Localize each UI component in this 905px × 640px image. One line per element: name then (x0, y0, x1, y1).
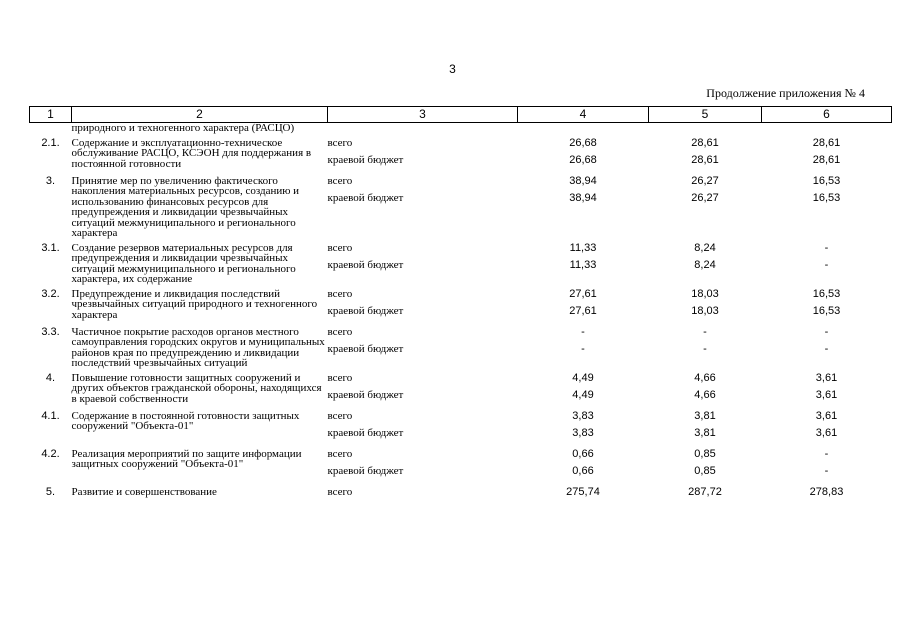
funding-source: краевой бюджет (327, 388, 404, 401)
funding-source: всего (327, 174, 353, 187)
amount-value: 0,85 (694, 447, 716, 460)
amount-value: 0,66 (572, 464, 594, 477)
funding-source: краевой бюджет (327, 342, 404, 355)
row-value-col5 (649, 289, 762, 327)
funding-source: всего (327, 136, 353, 149)
amount-value: 38,94 (569, 191, 597, 204)
amount-value: 11,33 (569, 241, 597, 254)
row-source (328, 289, 518, 327)
amount-value: 28,61 (691, 153, 719, 166)
row-number: 3.3. (41, 325, 60, 338)
row-value-col6 (762, 243, 892, 289)
funding-source: всего (327, 241, 353, 254)
row-value-col6 (762, 289, 892, 327)
funding-source: краевой бюджет (327, 191, 404, 204)
row-source (328, 123, 518, 138)
row-value-col5 (649, 411, 762, 449)
amount-value: 16,53 (812, 304, 841, 317)
row-source (328, 449, 518, 487)
header-cell: 2 (72, 107, 328, 123)
funding-source: всего (327, 371, 353, 384)
amount-value: 4,49 (572, 388, 594, 401)
header-cell: 1 (30, 107, 72, 123)
funding-source: краевой бюджет (327, 258, 404, 271)
row-source (328, 411, 518, 449)
row-source (328, 327, 518, 373)
amount-value: - (703, 325, 707, 338)
amount-value: 4,66 (694, 388, 716, 401)
row-value-col6 (762, 138, 892, 176)
amount-value: 3,61 (815, 409, 838, 422)
row-name: Создание резервов материальных ресурсов для предупреждения и ликвидации чрезвычайных ситуаций межмуниципального и регионального характера, их содержание (71, 241, 296, 285)
amount-value: - (824, 342, 829, 355)
row-value-col6 (762, 176, 892, 243)
row-value-col4 (518, 289, 649, 327)
row-value-col6 (762, 487, 892, 508)
row-value-col4 (518, 138, 649, 176)
row-value-col5 (649, 487, 762, 508)
amount-value: - (824, 258, 829, 271)
header-row (30, 107, 892, 123)
amount-value: 28,61 (812, 153, 841, 166)
funding-source: всего (327, 409, 353, 422)
row-number: 4.2. (41, 447, 60, 460)
amount-value: 26,68 (569, 153, 597, 166)
table-body (30, 123, 892, 508)
row-number: 5. (45, 485, 56, 498)
amount-value: 18,03 (691, 304, 719, 317)
amount-value: - (824, 325, 829, 338)
amount-value: - (824, 241, 829, 254)
amount-value: 0,85 (694, 464, 716, 477)
row-name: Развитие и совершенствование (71, 485, 217, 498)
row-name: Реализация мероприятий по защите информации защитных сооружений "Объекта-01" (71, 447, 302, 470)
amount-value: 275,74 (566, 485, 600, 498)
row-value-col4 (518, 449, 649, 487)
table-row (30, 243, 892, 289)
funding-source: всего (327, 447, 353, 460)
amount-value: - (581, 325, 585, 338)
header-cell: 3 (328, 107, 518, 123)
header-cell: 6 (762, 107, 892, 123)
amount-value: 16,53 (812, 174, 841, 187)
amount-value: 3,61 (815, 371, 838, 384)
row-value-col5 (649, 373, 762, 411)
row-name: Содержание в постоянной готовности защитных сооружений "Объекта-01" (71, 409, 300, 432)
row-name: Частичное покрытие расходов органов местного самоуправления городских округов и муниципальных районов края по предупреждению и ликвидации последствий чрезвычайных ситуаций (71, 325, 325, 369)
amount-value: 28,61 (812, 136, 841, 149)
row-source (328, 176, 518, 243)
amount-value: 27,61 (569, 287, 597, 300)
amount-value: 4,66 (694, 371, 716, 384)
table-row (30, 487, 892, 508)
row-value-col4 (518, 411, 649, 449)
amount-value: 3,81 (694, 409, 716, 422)
table-row (30, 138, 892, 176)
table-row (30, 411, 892, 449)
row-value-col6 (762, 449, 892, 487)
row-value-col5 (649, 243, 762, 289)
row-number: 4. (45, 371, 56, 384)
appendix-table (29, 106, 892, 508)
row-value-col6 (762, 123, 892, 138)
row-value-col6 (762, 411, 892, 449)
amount-value: - (824, 464, 829, 477)
amount-value: 38,94 (569, 174, 597, 187)
amount-value: 4,49 (572, 371, 594, 384)
row-number: 2.1. (41, 136, 60, 149)
row-value-col5 (649, 123, 762, 138)
amount-value: 16,53 (812, 287, 841, 300)
amount-value: 11,33 (569, 258, 597, 271)
funding-source: краевой бюджет (327, 153, 404, 166)
amount-value: 26,27 (691, 191, 719, 204)
amount-value: 26,68 (569, 136, 597, 149)
amount-value: 3,61 (815, 426, 838, 439)
page-number: 3 (449, 62, 456, 76)
funding-source: всего (327, 287, 353, 300)
amount-value: 278,83 (809, 485, 844, 498)
row-value-col4 (518, 487, 649, 508)
header-cell: 4 (518, 107, 649, 123)
row-value-col4 (518, 327, 649, 373)
amount-value: 26,27 (691, 174, 719, 187)
row-value-col6 (762, 327, 892, 373)
row-value-col5 (649, 138, 762, 176)
continuation-label: Продолжение приложения № 4 (706, 86, 865, 100)
amount-value: - (581, 342, 585, 355)
row-value-col4 (518, 243, 649, 289)
amount-value: 3,83 (572, 426, 594, 439)
row-number: 3. (45, 174, 56, 187)
amount-value: 287,72 (688, 485, 722, 498)
row-value-col5 (649, 176, 762, 243)
row-value-col4 (518, 373, 649, 411)
row-source (328, 487, 518, 508)
row-value-col4 (518, 123, 649, 138)
amount-value: 18,03 (691, 287, 719, 300)
amount-value: 8,24 (694, 258, 716, 271)
table-row (30, 327, 892, 373)
row-name: Предупреждение и ликвидация последствий чрезвычайных ситуаций природного и техногенного характера (71, 287, 318, 321)
funding-source: краевой бюджет (327, 464, 404, 477)
row-value-col4 (518, 176, 649, 243)
row-number: 3.1. (41, 241, 60, 254)
table-row (30, 373, 892, 411)
amount-value: 28,61 (691, 136, 719, 149)
amount-value: 8,24 (694, 241, 716, 254)
amount-value: 3,61 (815, 388, 838, 401)
funding-source: всего (327, 485, 353, 498)
amount-value: 0,66 (572, 447, 594, 460)
table-row (30, 123, 892, 138)
row-value-col6 (762, 373, 892, 411)
row-number: 4.1. (41, 409, 60, 422)
row-name: Содержание и эксплуатационно-техническое обслуживание РАСЦО, КСЭОН для поддержания в постоянной готовности (71, 136, 312, 170)
row-value-col5 (649, 449, 762, 487)
amount-value: 3,81 (694, 426, 716, 439)
table-row (30, 176, 892, 243)
row-source (328, 138, 518, 176)
row-name: природного и техногенного характера (РАСЦО) (71, 122, 295, 134)
amount-value: 3,83 (572, 409, 594, 422)
funding-source: краевой бюджет (327, 304, 404, 317)
row-number: 3.2. (41, 287, 60, 300)
amount-value: 16,53 (812, 191, 841, 204)
row-name: Повышение готовности защитных сооружений и других объектов гражданской обороны, находящихся в краевой собственности (71, 371, 322, 405)
funding-source: краевой бюджет (327, 426, 404, 439)
row-value-col5 (649, 327, 762, 373)
header-cell: 5 (649, 107, 762, 123)
amount-value: - (703, 342, 707, 355)
row-name: Принятие мер по увеличению фактического накопления материальных ресурсов, созданию и использованию финансовых ресурсов для предупреждения и ликвидации чрезвычайных ситуаций межмуниципального и регионального характера (71, 174, 300, 239)
table-row (30, 289, 892, 327)
row-number (30, 123, 72, 138)
row-source (328, 243, 518, 289)
amount-value: - (824, 447, 829, 460)
row-source (328, 373, 518, 411)
table-row (30, 449, 892, 487)
amount-value: 27,61 (569, 304, 597, 317)
funding-source: всего (327, 325, 353, 338)
